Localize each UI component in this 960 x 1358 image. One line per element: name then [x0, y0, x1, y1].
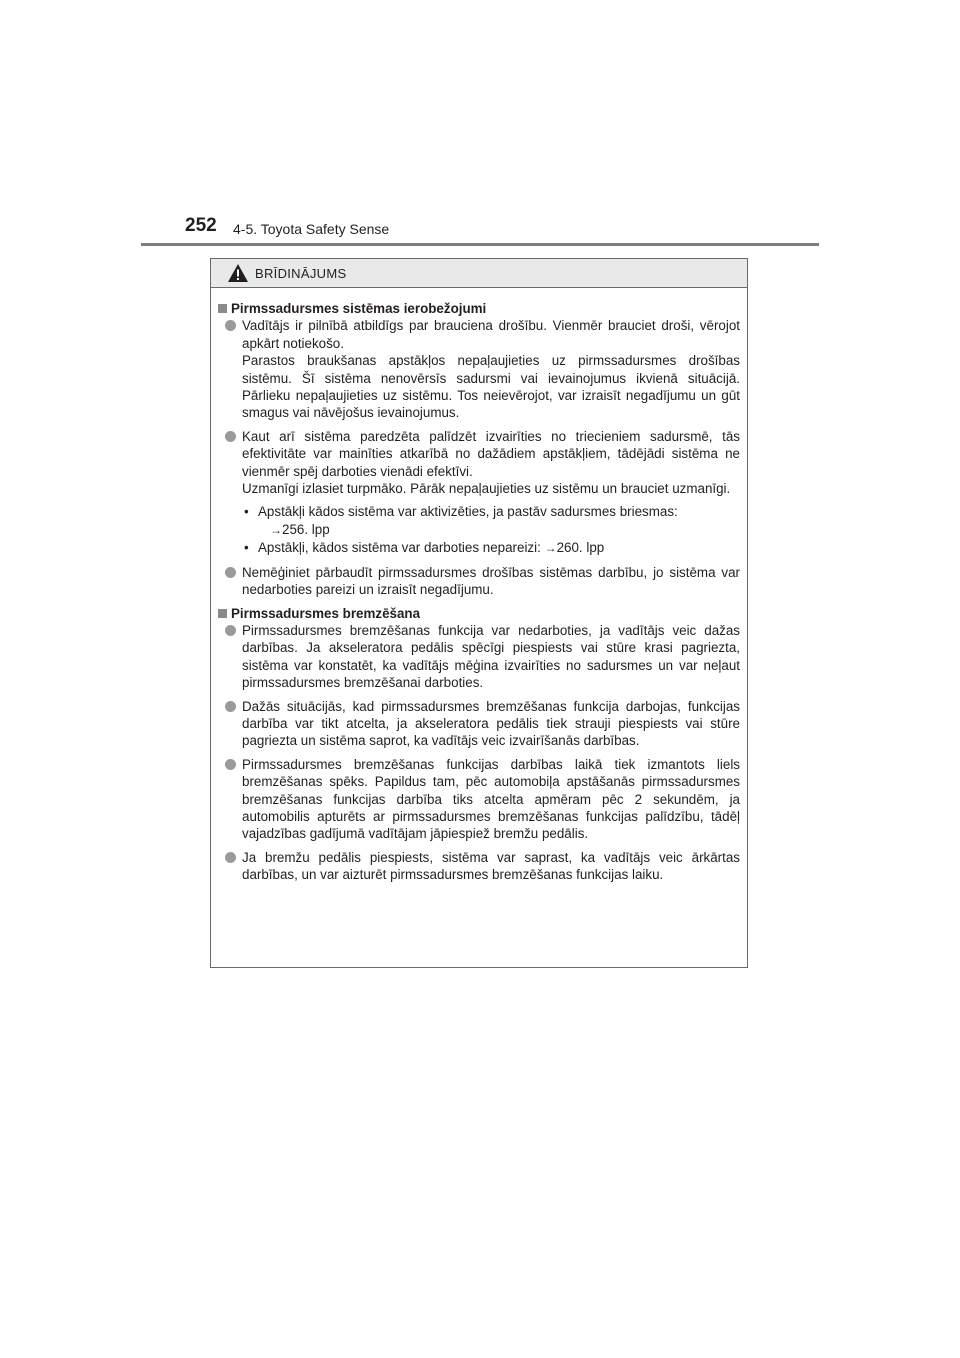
- square-bullet-icon: [218, 304, 227, 313]
- round-bullet-icon: [225, 852, 236, 863]
- page-number: 252: [185, 215, 217, 236]
- bullet-paragraph: Pirmssadursmes bremzēšanas funkcijas darbības laikā tiek izmantots liels bremzēšanas spēks. Papildus tam, pēc automobiļa apstāšanās pirmssadursmes bremzēšanas funkcijas darbība tiks atcelta apmēram pēc 2 sekundēm, ja automobilis apturēts ar pirmssadursmes bremzēšanas funkcijas palīdzību, tādēļ vajadzības gadījumā vadītājam jāpiespiež bremžu pedālis.: [242, 756, 740, 842]
- warning-content: [211, 288, 747, 884]
- sub-bullet-mark: •: [244, 504, 249, 520]
- bullet-paragraph: Uzmanīgi izlasiet turpmāko. Pārāk nepaļaujieties uz sistēmu un brauciet uzmanīgi.: [242, 481, 731, 497]
- bullet-paragraph: Vadītājs ir pilnībā atbildīgs par brauciena drošību. Vienmēr brauciet droši, vērojot apkārt notiekošo.: [242, 318, 740, 351]
- arrow-right-icon: →: [270, 522, 282, 537]
- bullet-item: [218, 756, 740, 843]
- sub-item-text: Apstākļi, kādos sistēma var darboties nepareizi:: [258, 540, 541, 556]
- bullet-item: [218, 698, 740, 750]
- bullet-paragraph: Nemēģiniet pārbaudīt pirmssadursmes drošības sistēmas darbību, jo sistēma var nedarboties pareizi un izraisīt negadījumu.: [242, 564, 740, 598]
- bullet-item: [218, 564, 740, 599]
- bullet-paragraph: Pirmssadursmes bremzēšanas funkcija var nedarboties, ja vadītājs veic dažas darbības. Ja akseleratora pedālis spēcīgi piespiests vai stūre krasi pagriezta, sistēma var konstatēt, ka vadītājs mēģina izvairīties no sadursmes un var neļaut pirmssadursmes bremzēšanai darboties.: [242, 622, 740, 691]
- sub-item-text: Apstākļi kādos sistēma var aktivizēties, ja pastāv sadursmes briesmas:: [258, 504, 678, 520]
- section-title: 4-5. Toyota Safety Sense: [233, 221, 390, 237]
- bullet-paragraph: Parastos braukšanas apstākļos nepaļaujieties uz pirmssadursmes drošības sistēmu. Šī sistēma nenovērsīs sadursmi vai ievainojumus ikvienā situācijā. Pārlieku nepaļaujieties uz sistēmu. Tos neievērojot, var izraisīt negadījumu un gūt smagus vai nāvējošus ievainojumus.: [242, 353, 740, 421]
- bullet-item: [218, 428, 740, 558]
- bullet-item: [218, 622, 740, 692]
- round-bullet-icon: [225, 701, 236, 712]
- round-bullet-icon: [225, 320, 236, 331]
- section-heading: [218, 300, 740, 317]
- warning-section: [218, 605, 740, 884]
- round-bullet-icon: [225, 431, 236, 442]
- bullet-paragraph: Dažās situācijās, kad pirmssadursmes bremzēšanas funkcija darbojas, funkcijas darbība var tikt atcelta, ja akseleratora pedālis tiek strauji piespiests vai stūre pagriezta un sistēma saprot, ka vadītājs veic izvairīšanās darbības.: [242, 698, 740, 749]
- sub-list-item: [244, 539, 740, 557]
- page-reference-link[interactable]: 256. lpp: [282, 521, 330, 537]
- warning-box: [210, 258, 748, 968]
- page-reference-link[interactable]: 260. lpp: [556, 540, 605, 556]
- section-heading-text: Pirmssadursmes bremzēšana: [231, 605, 421, 621]
- header-divider: [141, 243, 819, 246]
- warning-label: BRĪDINĀJUMS: [255, 265, 347, 281]
- arrow-right-icon: →: [544, 541, 557, 556]
- round-bullet-icon: [225, 625, 236, 636]
- bullet-paragraph: Kaut arī sistēma paredzēta palīdzēt izvairīties no triecieniem sadursmē, tās efektivitāte var mainīties atkarībā no dažādiem apstākļiem, tādējādi sistēma ne vienmēr spēj darboties vienādi efektīvi.: [242, 428, 740, 479]
- bullet-item: [218, 849, 740, 884]
- round-bullet-icon: [225, 759, 236, 770]
- bullet-item: [218, 317, 740, 421]
- square-bullet-icon: [218, 609, 227, 618]
- bullet-paragraph: Ja bremžu pedālis piespiests, sistēma var saprast, ka vadītājs veic ārkārtas darbības, un var aizturēt pirmssadursmes bremzēšanas funkcijas laiku.: [242, 849, 740, 883]
- warning-section: [218, 300, 740, 599]
- round-bullet-icon: [225, 567, 236, 578]
- sub-bullet-mark: •: [244, 540, 249, 556]
- warning-triangle-icon: [227, 263, 249, 283]
- section-heading-text: Pirmssadursmes sistēmas ierobežojumi: [231, 301, 487, 316]
- sub-list-item: [244, 503, 740, 539]
- warning-header: [211, 259, 747, 288]
- section-heading: [218, 605, 740, 622]
